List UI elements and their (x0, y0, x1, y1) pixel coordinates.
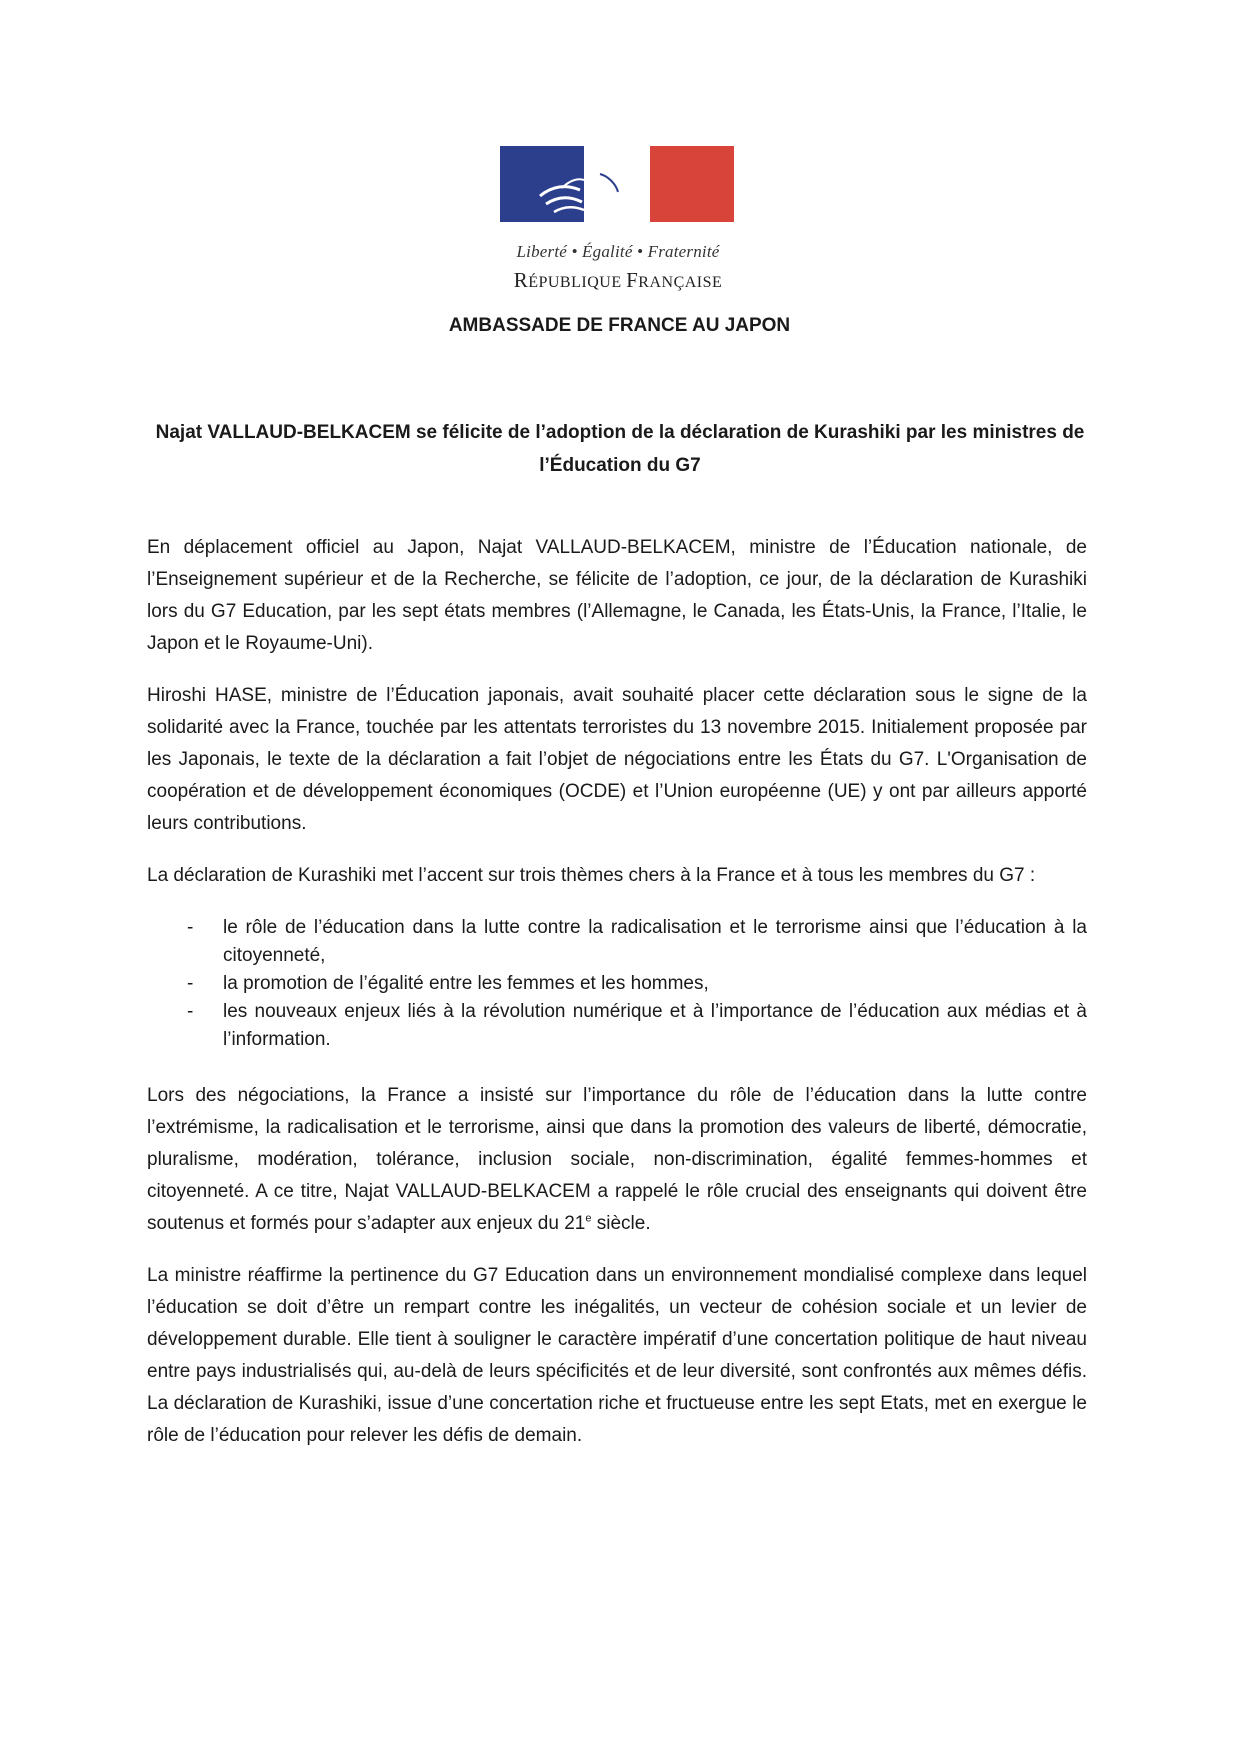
themes-list (147, 914, 1087, 1054)
republic-name: RÉPUBLIQUE FRANÇAISE (513, 268, 723, 292)
paragraph-5: La ministre réaffirme la pertinence du G7 Education dans un environnement mondialisé complexe dans lequel l’éducation se doit d’être un rempart contre les inégalités, un vecteur de cohésion sociale et un levier de développement durable. Elle tient à souligner le caractère impératif d’une concertation politique de haut niveau entre pays industrialisés qui, au-delà de leurs spécificités et de leur diversité, sont confrontés aux mêmes défis. La déclaration de Kurashiki, issue d’une concertation riche et fructueuse entre les sept Etats, met en exergue le rôle de l’éducation pour relever les défis de demain. (147, 1265, 1087, 1446)
republique-francaise-logo (500, 146, 736, 293)
embassy-heading: AMBASSADE DE FRANCE AU JAPON (448, 315, 791, 336)
list-item: - les nouveaux enjeux liés à la révolution numérique et à l’importance de l’éducation aux médias et à l’information. (187, 1001, 1087, 1050)
marianne-logo-icon (500, 146, 734, 222)
paragraph-1: En déplacement officiel au Japon, Najat VALLAUD-BELKACEM, ministre de l’Éducation nationale, de l’Enseignement supérieur et de la Recherche, se félicite de l’adoption, ce jour, de la déclaration de Kurashiki lors du G7 Education, par les sept états membres (l’Allemagne, le Canada, les États-Unis, la France, l’Italie, le Japon et le Royaume-Uni). (147, 537, 1087, 654)
document-title: Najat VALLAUD-BELKACEM se félicite de l’adoption de la déclaration de Kurashiki par les ministres de l’Éducation du G7 (155, 422, 1085, 476)
republic-motto: Liberté • Égalité • Fraternité (516, 242, 720, 261)
list-item: - le rôle de l’éducation dans la lutte contre la radicalisation et le terrorisme ainsi que l’éducation à la citoyenneté, (187, 917, 1087, 966)
paragraph-2: Hiroshi HASE, ministre de l’Éducation japonais, avait souhaité placer cette déclaration sous le signe de la solidarité avec la France, touchée par les attentats terroristes du 13 novembre 2015. Initialement proposée par les Japonais, le texte de la déclaration a fait l’objet de négociations entre les États du G7. L'Organisation de coopération et de développement économiques (OCDE) et l’Union européenne (UE) y ont par ailleurs apporté leurs contributions. (147, 685, 1087, 834)
document-body (147, 532, 1087, 1472)
list-item: - la promotion de l’égalité entre les femmes et les hommes, (187, 973, 709, 994)
paragraph-4: Lors des négociations, la France a insisté sur l’importance du rôle de l’éducation dans la lutte contre l’extrémisme, la radicalisation et le terrorisme, ainsi que dans la promotion des valeurs de liberté, démocratie, pluralisme, modération, tolérance, inclusion sociale, non-discrimination, égalité femmes-hommes et citoyenneté. A ce titre, Najat VALLAUD-BELKACEM a rappelé le rôle crucial des enseignants qui doivent être soutenus et formés pour s’adapter aux enjeux du 21e siècle. (147, 1085, 1087, 1234)
paragraph-3: La déclaration de Kurashiki met l’accent sur trois thèmes chers à la France et à tous les membres du G7 : (147, 865, 1036, 886)
